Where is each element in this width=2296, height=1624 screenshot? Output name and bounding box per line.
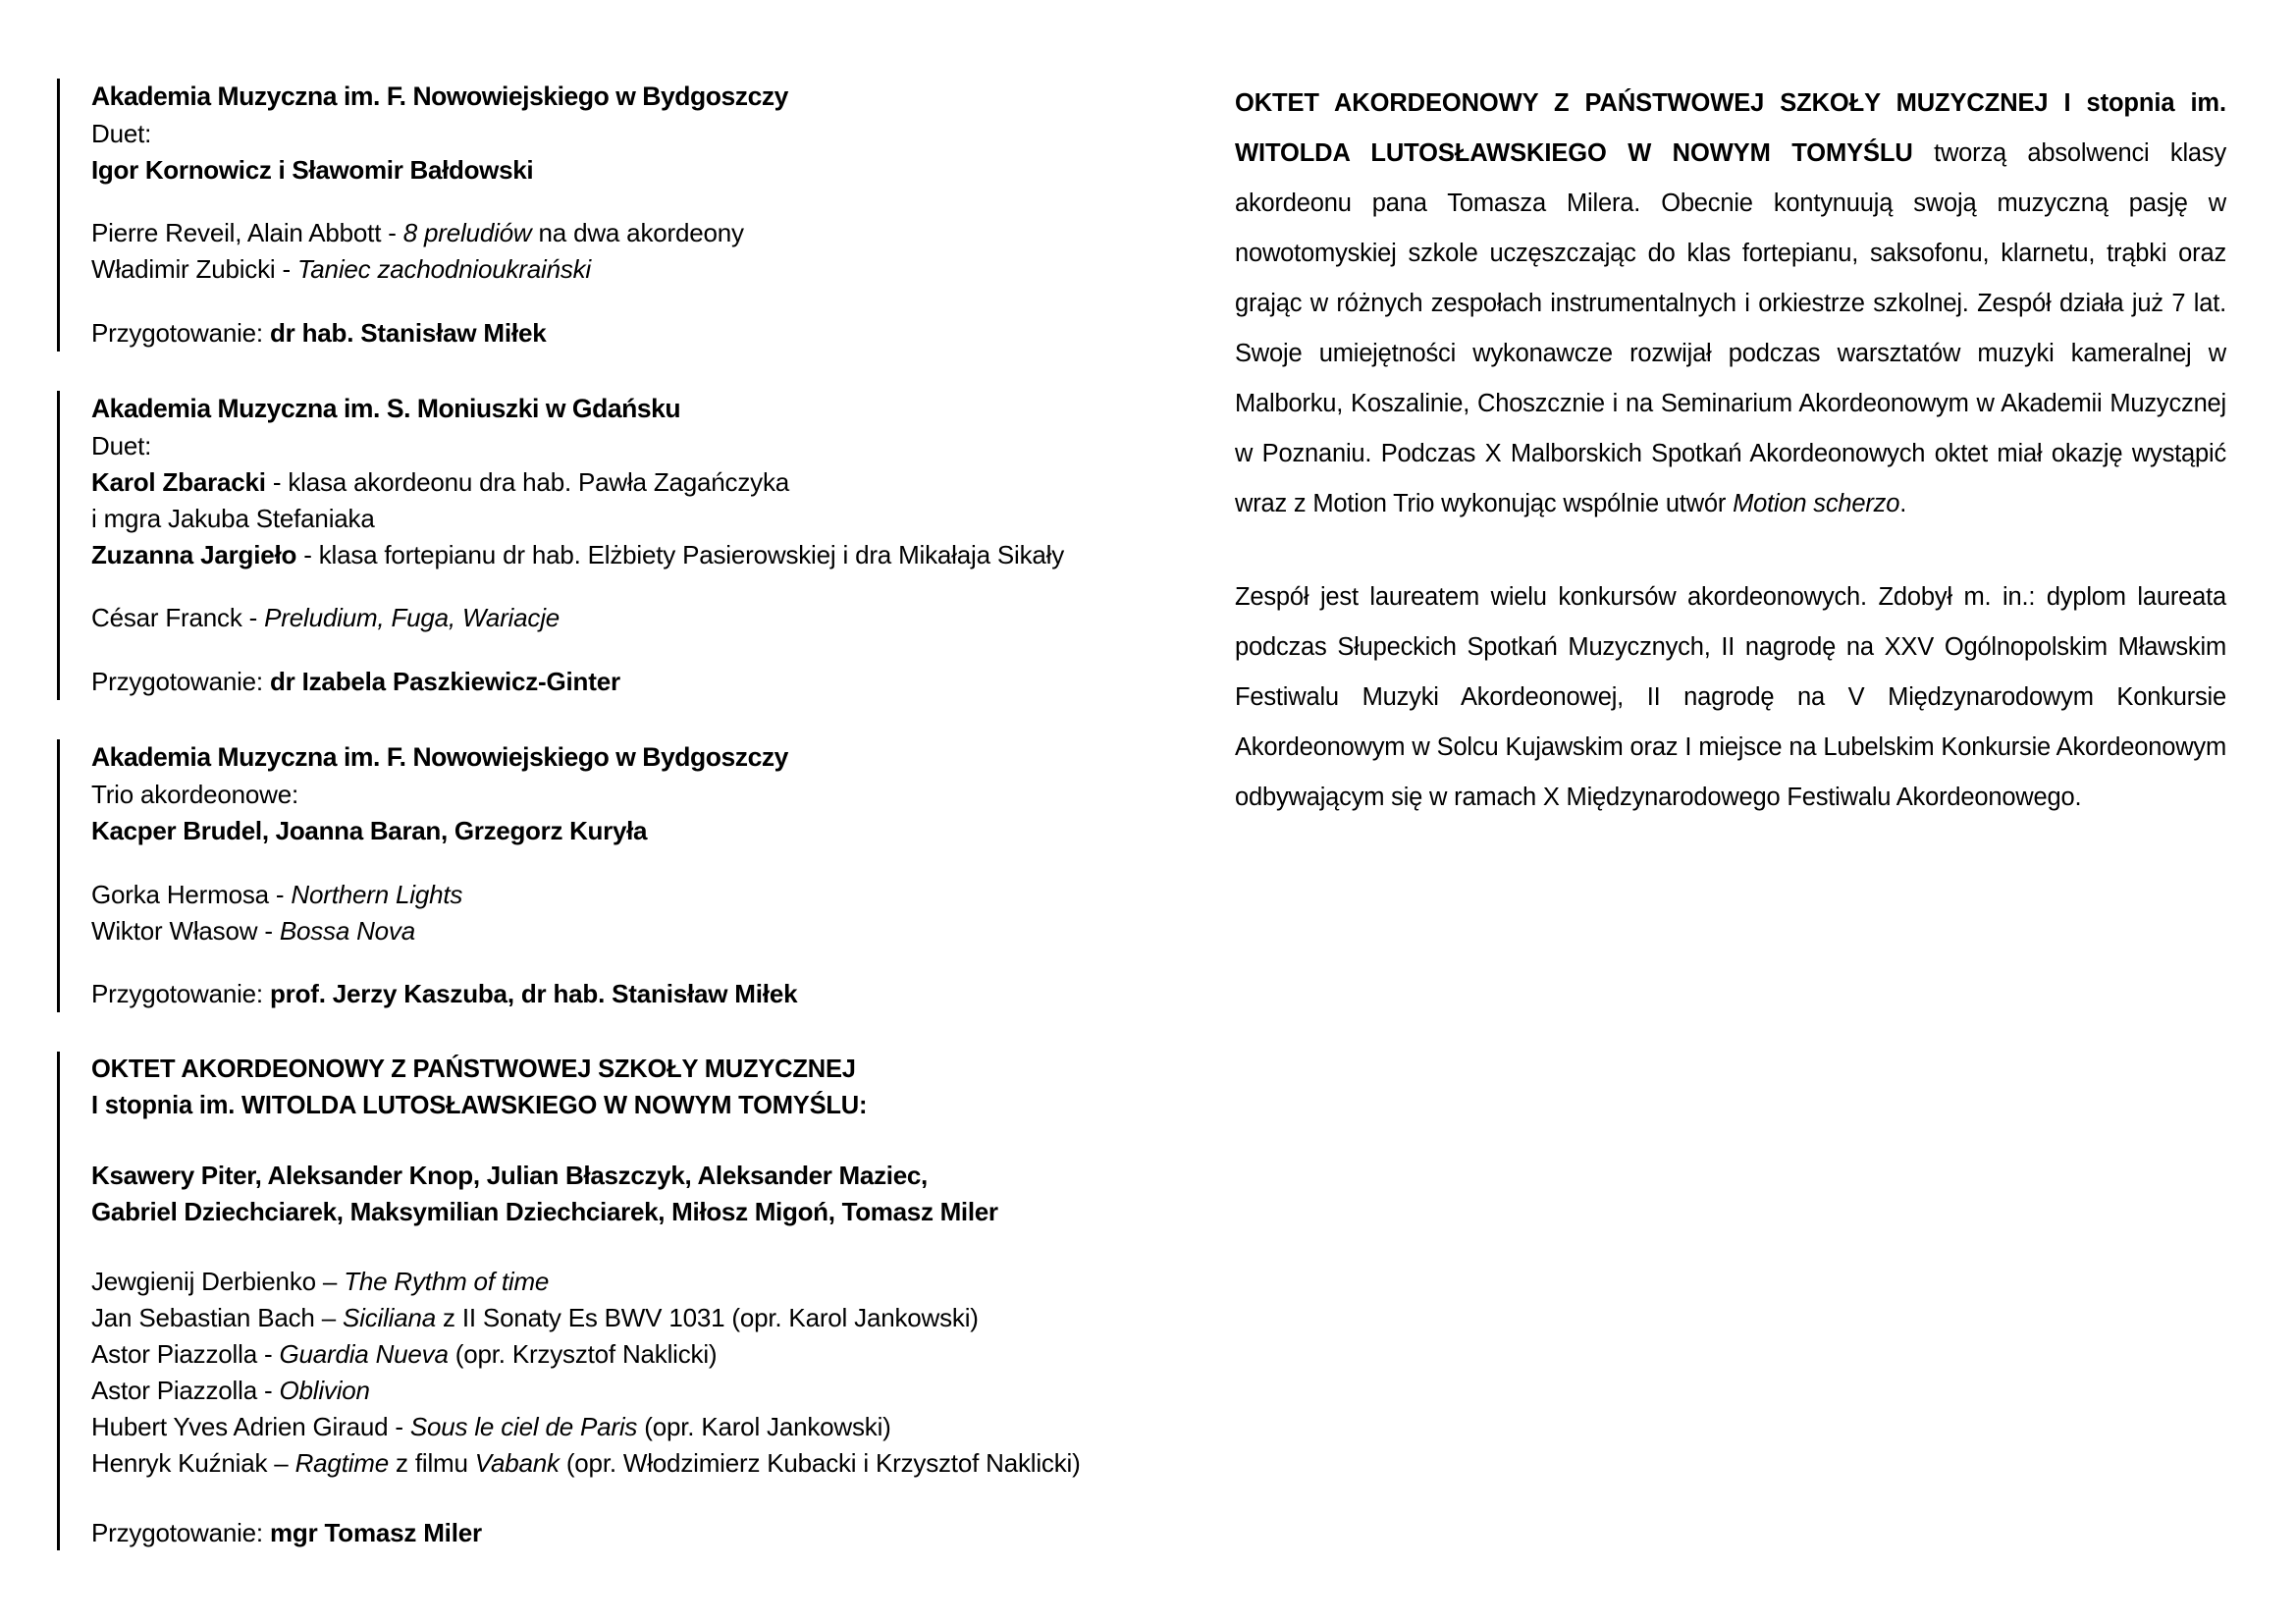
program-work-title: Bossa Nova <box>279 915 415 946</box>
spacer <box>91 948 1097 976</box>
spacer <box>91 1482 1097 1515</box>
spacer <box>91 288 1097 315</box>
preparation-label: Przygotowanie: <box>91 318 270 349</box>
program-item <box>91 1300 1097 1336</box>
preparation-line <box>91 315 1097 352</box>
preparation-line <box>91 1515 1097 1551</box>
program-composer: Pierre Reveil, Alain Abbott - <box>91 218 403 248</box>
ensemble-role-label: Duet: <box>91 430 152 460</box>
ensemble-bold-lead: OKTET AKORDEONOWY Z PAŃSTWOWEJ SZKOŁY MUZYCZNEJ I stopnia im. WITOLDA LUTOSŁAWSKIEGO W NOWYM TOMYŚLU <box>1235 89 2226 167</box>
ensemble-block-bydgoszcz-duet <box>57 79 1097 352</box>
preparation-value: dr Izabela Paszkiewicz-Ginter <box>269 667 620 697</box>
performer-names-line-2: Gabriel Dziechciarek, Maksymilian Dziechciarek, Miłosz Migoń, Tomasz Miler <box>91 1197 998 1227</box>
program-item <box>91 1409 1097 1445</box>
spacer <box>91 849 1097 877</box>
program-work-title: Preludium, Fuga, Wariacje <box>264 603 561 633</box>
program-composer: Jan Sebastian Bach – <box>91 1303 343 1333</box>
preparation-value: prof. Jerzy Kaszuba, dr hab. Stanisław Miłek <box>269 979 798 1009</box>
ensemble-block-gdansk-duet <box>57 391 1097 700</box>
performer-names: Kacper Brudel, Joanna Baran, Grzegorz Kuryła <box>91 815 648 845</box>
spacer <box>91 636 1097 664</box>
program-item <box>91 1445 1097 1482</box>
ensemble-body-part-1: tworzą absolwenci klasy akordeonu pana Tomasza Milera. Obecnie kontynuują swoją muzyczną pasję w nowotomyskiej szkole uczęszczając do klas fortepianu, saksofonu, klarnetu, trąbki oraz grając w różnych zespołach instrumentalnych i orkiestrze szkolnej. Zespół działa już 7 lat. Swoje umiejętności wykonawcze rozwijał podczas warsztatów muzyki kameralnej w Malborku, Koszalinie, Choszcznie i na Seminarium Akordeonowym w Akademii Muzycznej w Poznaniu. Podczas X Malborskich Spotkań Akordeonowych oktet miał okazję wystąpić wraz z Motion Trio wykonując wspólnie utwór <box>1235 139 2226 517</box>
preparation-value: mgr Tomasz Miler <box>269 1517 482 1547</box>
program-work-title: Siciliana <box>342 1303 437 1333</box>
institution-title: Akademia Muzyczna im. F. Nowowiejskiego w Bydgoszczy <box>91 81 788 111</box>
program-composer: Gorka Hermosa - <box>91 879 292 909</box>
program-suffix: z filmu <box>389 1447 475 1478</box>
program-item <box>91 1336 1097 1373</box>
program-item <box>91 1264 1097 1300</box>
performer-name: Zuzanna Jargieło <box>91 539 297 569</box>
spacer <box>91 1230 1097 1264</box>
program-suffix-2: (opr. Włodzimierz Kubacki i Krzysztof Naklicki) <box>559 1447 1081 1478</box>
ensemble-block-bydgoszcz-trio <box>57 739 1097 1012</box>
program-work-title: Guardia Nueva <box>279 1338 449 1369</box>
preparation-line <box>91 976 1097 1012</box>
preparation-label: Przygotowanie: <box>91 1517 270 1547</box>
performer-detail-line <box>91 501 1097 537</box>
ensemble-block-oktet-nowy-tomysl <box>57 1052 1097 1550</box>
program-suffix: z II Sonaty Es BWV 1031 (opr. Karol Jankowski) <box>436 1303 979 1333</box>
program-work-title: Ragtime <box>294 1447 390 1478</box>
left-column <box>57 79 1097 1550</box>
institution-title: Akademia Muzyczna im. F. Nowowiejskiego w Bydgoszczy <box>91 742 788 773</box>
program-item <box>91 251 1097 288</box>
right-column <box>1235 79 2226 823</box>
performer-names-line-1: Ksawery Piter, Aleksander Knop, Julian Błaszczyk, Aleksander Maziec, <box>91 1161 928 1191</box>
program-work-title: The Rythm of time <box>344 1267 550 1297</box>
performer-detail: i mgra Jakuba Stefaniaka <box>91 503 375 533</box>
institution-title: Akademia Muzyczna im. S. Moniuszki w Gdańsku <box>91 394 681 424</box>
ensemble-description-paragraph-1 <box>1235 79 2226 529</box>
program-item <box>91 877 1097 913</box>
program-work-title: Sous le ciel de Paris <box>409 1411 638 1441</box>
program-work-title: Taniec zachodnioukraiński <box>297 254 592 285</box>
program-composer: Wiktor Własow - <box>91 915 280 946</box>
program-item <box>91 215 1097 251</box>
preparation-label: Przygotowanie: <box>91 667 270 697</box>
program-composer: Władimir Zubicki - <box>91 254 297 285</box>
program-composer: Astor Piazzolla - <box>91 1338 280 1369</box>
performer-names: Igor Kornowicz i Sławomir Bałdowski <box>91 154 534 185</box>
program-item <box>91 1373 1097 1409</box>
preparation-label: Przygotowanie: <box>91 979 270 1009</box>
ensemble-role-label: Trio akordeonowe: <box>91 779 298 809</box>
program-suffix: na dwa akordeony <box>531 218 744 248</box>
program-composer: Jewgienij Derbienko – <box>91 1267 345 1297</box>
preparation-line <box>91 664 1097 700</box>
program-composer: Henryk Kuźniak – <box>91 1447 295 1478</box>
program-composer: César Franck - <box>91 603 265 633</box>
performer-detail-line <box>91 464 1097 501</box>
performer-detail: - klasa fortepianu dr hab. Elżbiety Pasierowskiej i dra Mikałaja Sikały <box>296 539 1065 569</box>
program-work-title-2: Vabank <box>474 1447 560 1478</box>
program-work-title: 8 preludiów <box>402 218 532 248</box>
ensemble-italic-work: Motion scherzo <box>1733 490 1900 517</box>
ensemble-title-line-1: OKTET AKORDEONOWY Z PAŃSTWOWEJ SZKOŁY MUZYCZNEJ <box>91 1056 856 1084</box>
program-work-title: Northern Lights <box>291 879 463 909</box>
ensemble-role-label: Duet: <box>91 118 152 148</box>
preparation-value: dr hab. Stanisław Miłek <box>269 318 547 349</box>
performer-name: Karol Zbaracki <box>91 466 266 497</box>
ensemble-title-line-2: I stopnia im. WITOLDA LUTOSŁAWSKIEGO W NOWYM TOMYŚLU: <box>91 1092 868 1120</box>
ensemble-body-part-2: . <box>1899 490 1907 517</box>
performer-detail: - klasa akordeonu dra hab. Pawła Zagańczyka <box>265 466 790 497</box>
program-item <box>91 600 1097 636</box>
program-suffix: (opr. Karol Jankowski) <box>637 1411 891 1441</box>
ensemble-awards-paragraph-2: Zespół jest laureatem wielu konkursów akordeonowych. Zdobył m. in.: dyplom laureata podczas Słupeckich Spotkań Muzycznych, II nagrodę na XXV Ogólnopolskim Mławskim Festiwalu Muzyki Akordeonowej, II nagrodę na V Międzynarodowym Konkursie Akordeonowym w Solcu Kujawskim oraz I miejsce na Lubelskim Konkursie Akordeonowym odbywającym się w ramach X Międzynarodowego Festiwalu Akordeonowego. <box>1235 583 2226 811</box>
program-item <box>91 913 1097 949</box>
spacer <box>91 188 1097 215</box>
program-composer: Astor Piazzolla - <box>91 1375 280 1405</box>
performer-detail-line <box>91 537 1097 573</box>
program-composer: Hubert Yves Adrien Giraud - <box>91 1411 410 1441</box>
program-work-title: Oblivion <box>279 1375 370 1405</box>
spacer <box>91 1124 1097 1158</box>
program-suffix: (opr. Krzysztof Naklicki) <box>448 1338 718 1369</box>
spacer <box>91 572 1097 600</box>
spacer <box>1235 529 2226 572</box>
